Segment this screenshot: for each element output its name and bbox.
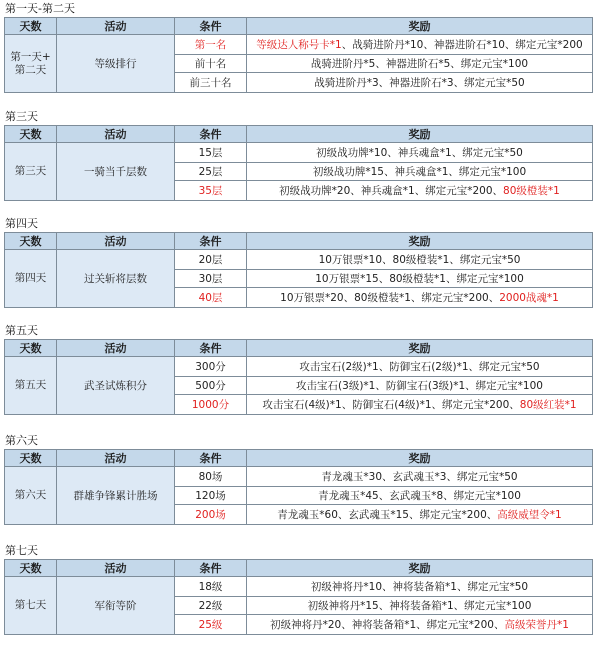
header-reward: 奖励 [247,450,593,467]
condition-cell: 22级 [175,597,247,615]
header-reward: 奖励 [247,340,593,357]
header-reward: 奖励 [247,560,593,577]
header-day: 天数 [5,560,57,577]
reward-text: 初级战功牌*20、神兵魂盒*1、绑定元宝*200、 [279,185,504,197]
activity-cell: 群雄争锋累计胜场 [57,467,175,525]
section-6 [4,542,596,635]
header-condition: 条件 [175,560,247,577]
day-cell: 第一天+ 第二天 [5,35,57,93]
reward-cell [247,505,593,525]
condition-cell: 25层 [175,163,247,181]
reward-text: 初级神将丹*15、神将装备箱*1、绑定元宝*100 [307,600,532,612]
section-title: 第七天 [5,544,38,557]
header-activity: 活动 [57,450,175,467]
reward-cell [247,467,593,487]
header-activity: 活动 [57,560,175,577]
section-1 [4,0,596,93]
header-day: 天数 [5,126,57,143]
reward-text: 青龙魂玉*45、玄武魂玉*8、绑定元宝*100 [318,490,521,502]
header-activity: 活动 [57,233,175,250]
condition-cell: 1000分 [175,395,247,415]
reward-text: 、战骑进阶丹*10、神器进阶石*10、绑定元宝*200 [341,39,583,51]
reward-text: 青龙魂玉*60、玄武魂玉*15、绑定元宝*200、 [277,509,498,521]
condition-cell: 前十名 [175,55,247,73]
condition-cell: 第一名 [175,35,247,55]
condition-cell: 15层 [175,143,247,163]
header-activity: 活动 [57,340,175,357]
reward-cell [247,487,593,505]
reward-cell [247,357,593,377]
header-condition: 条件 [175,126,247,143]
activity-cell: 过关斩将层数 [57,250,175,308]
reward-text: 战骑进阶丹*3、神器进阶石*3、绑定元宝*50 [314,77,525,89]
activity-cell: 等级排行 [57,35,175,93]
day-cell: 第三天 [5,143,57,201]
section-title: 第六天 [5,434,38,447]
header-condition: 条件 [175,233,247,250]
highlight-reward: 高级荣誉丹*1 [504,619,569,631]
reward-cell [247,143,593,163]
reward-cell [247,250,593,270]
reward-text: 攻击宝石(2级)*1、防御宝石(2级)*1、绑定元宝*50 [299,361,540,373]
header-day: 天数 [5,18,57,35]
reward-table [4,339,593,415]
table-row [5,250,593,270]
header-reward: 奖励 [247,18,593,35]
reward-cell [247,181,593,201]
condition-cell: 200场 [175,505,247,525]
header-day: 天数 [5,340,57,357]
table-row [5,467,593,487]
section-2 [4,108,596,201]
section-title: 第五天 [5,324,38,337]
reward-cell [247,73,593,93]
reward-text: 攻击宝石(3级)*1、防御宝石(3级)*1、绑定元宝*100 [296,380,543,392]
reward-text: 初级战功牌*15、神兵魂盒*1、绑定元宝*100 [312,166,527,178]
reward-text: 10万银票*20、80级橙装*1、绑定元宝*200、 [280,292,500,304]
reward-text: 攻击宝石(4级)*1、防御宝石(4级)*1、绑定元宝*200、 [262,399,520,411]
day-cell: 第六天 [5,467,57,525]
reward-table [4,232,593,308]
condition-cell: 40层 [175,288,247,308]
reward-cell [247,577,593,597]
header-reward: 奖励 [247,233,593,250]
condition-cell: 前三十名 [175,73,247,93]
section-5 [4,432,596,525]
reward-text: 战骑进阶丹*5、神器进阶石*5、绑定元宝*100 [310,58,529,70]
reward-table [4,125,593,201]
condition-cell: 120场 [175,487,247,505]
table-row [5,577,593,597]
activity-cell: 军衔等阶 [57,577,175,635]
condition-cell: 35层 [175,181,247,201]
reward-table [4,17,593,93]
activity-cell: 一骑当千层数 [57,143,175,201]
highlight-reward: 80级橙装*1 [503,185,560,197]
reward-cell [247,597,593,615]
highlight-reward: 80级红装*1 [519,399,577,411]
condition-cell: 300分 [175,357,247,377]
reward-table [4,559,593,635]
highlight-reward: 2000战魂*1 [499,292,559,304]
header-condition: 条件 [175,18,247,35]
section-3 [4,215,596,308]
activity-cell: 武圣试炼积分 [57,357,175,415]
reward-cell [247,615,593,635]
header-activity: 活动 [57,18,175,35]
reward-text: 初级战功牌*10、神兵魂盒*1、绑定元宝*50 [316,147,523,159]
header-reward: 奖励 [247,126,593,143]
condition-cell: 80场 [175,467,247,487]
highlight-reward: 等级达人称号卡*1 [256,39,342,51]
day-cell: 第四天 [5,250,57,308]
header-condition: 条件 [175,450,247,467]
header-day: 天数 [5,233,57,250]
reward-cell [247,35,593,55]
reward-table [4,449,593,525]
section-4 [4,322,596,415]
reward-text: 初级神将丹*20、神将装备箱*1、绑定元宝*200、 [270,619,505,631]
header-activity: 活动 [57,126,175,143]
header-condition: 条件 [175,340,247,357]
condition-cell: 25级 [175,615,247,635]
table-row [5,357,593,377]
table-row [5,143,593,163]
reward-cell [247,288,593,308]
condition-cell: 18级 [175,577,247,597]
reward-text: 初级神将丹*10、神将装备箱*1、绑定元宝*50 [310,581,529,593]
reward-text: 10万银票*15、80级橙装*1、绑定元宝*100 [315,273,524,285]
reward-cell [247,55,593,73]
table-row [5,35,593,55]
condition-cell: 500分 [175,377,247,395]
reward-cell [247,395,593,415]
header-day: 天数 [5,450,57,467]
reward-cell [247,270,593,288]
reward-text: 青龙魂玉*30、玄武魂玉*3、绑定元宝*50 [321,471,518,483]
condition-cell: 30层 [175,270,247,288]
section-title: 第一天-第二天 [5,2,75,15]
day-cell: 第七天 [5,577,57,635]
reward-text: 10万银票*10、80级橙装*1、绑定元宝*50 [318,254,521,266]
section-title: 第四天 [5,217,38,230]
highlight-reward: 高级威望令*1 [497,509,562,521]
section-title: 第三天 [5,110,38,123]
condition-cell: 20层 [175,250,247,270]
day-cell: 第五天 [5,357,57,415]
reward-cell [247,163,593,181]
reward-cell [247,377,593,395]
